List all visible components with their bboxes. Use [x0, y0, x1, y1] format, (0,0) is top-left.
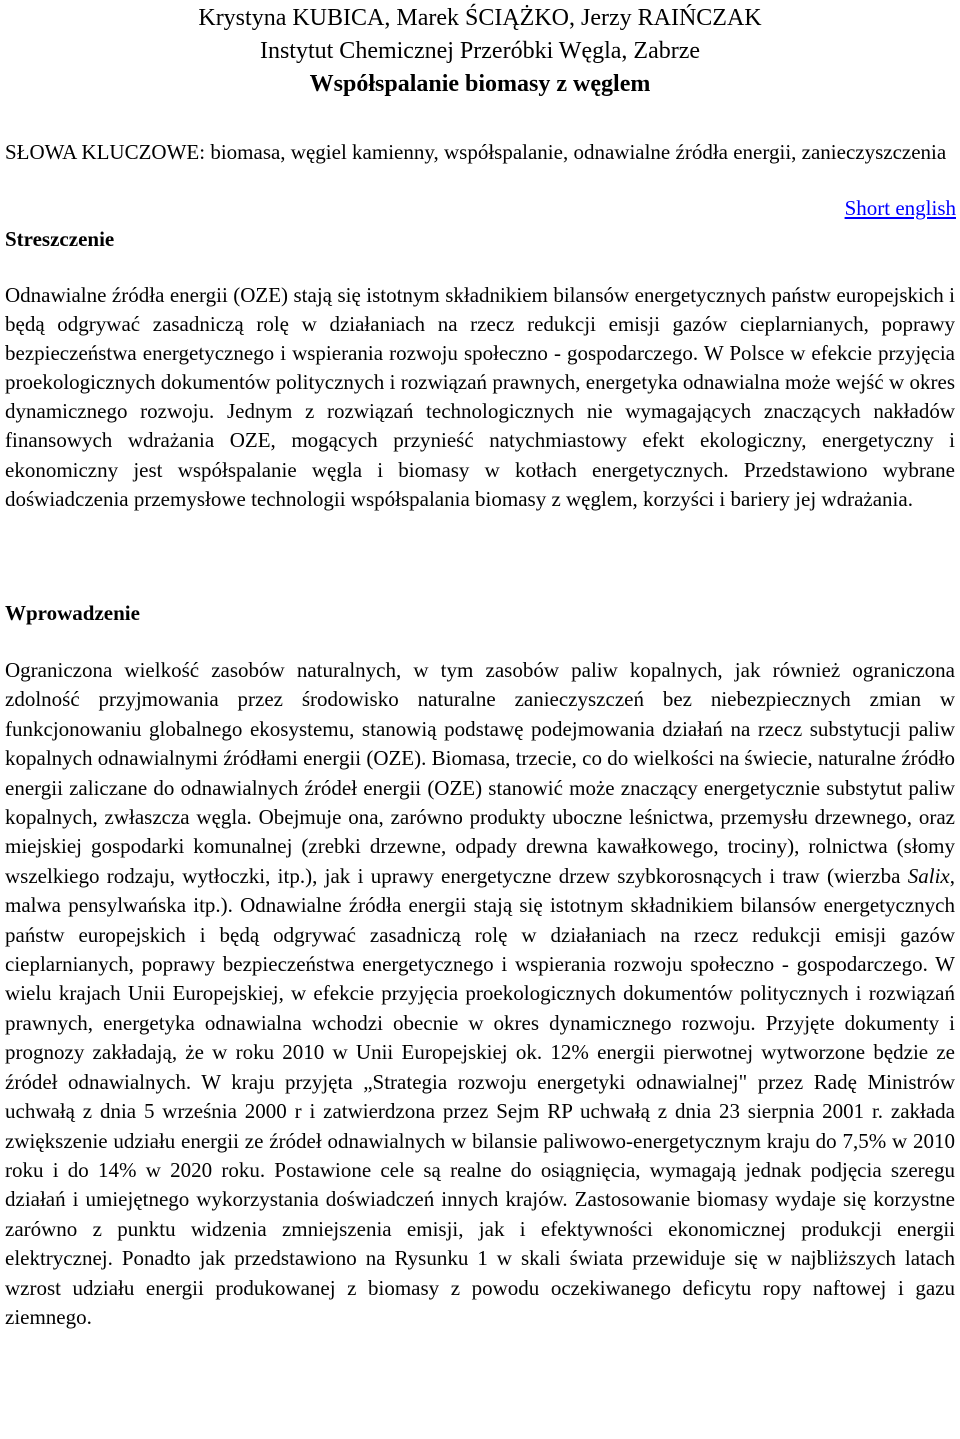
abstract-heading: Streszczenie: [5, 227, 115, 251]
keywords-label: SŁOWA KLUCZOWE:: [5, 140, 206, 164]
paper-title: Współspalanie biomasy z węglem: [309, 71, 651, 97]
keywords-text: biomasa, węgiel kamienny, współspalanie, odnawialne źródła energii, zanieczyszczenia: [210, 140, 947, 164]
keywords: [5, 137, 955, 168]
intro-italic-salix: Salix: [907, 863, 950, 888]
authors: Krystyna KUBICA, Marek ŚCIĄŻKO, Jerzy RAIŃCZAK: [198, 5, 762, 31]
intro-text-part-2: , malwa pensylwańska itp.). Odnawialne źródła energii stają się istotnym składnikiem bilansów energetycznych państw europejskich i będą odgrywać zasadniczą rolę w działaniach na rzecz redukcji emisji gazów cieplarnianych, poprawy bezpieczeństwa energetycznego i wspierania rozwoju społeczno - gospodarczego. W wielu krajach Unii Europejskiej, w efekcie przyjęcia proekologicznych dokumentów politycznych i rozwiązań prawnych, energetyka odnawialna wchodzi obecnie w okres dynamicznego rozwoju. Przyjęte dokumenty i prognozy zakładają, że w roku 2010 w Unii Europejskiej ok. 12% energii pierwotnej wytworzone będzie ze źródeł odnawialnych. W kraju przyjęta „Strategia rozwoju energetyki odnawialnej" przez Radę Ministrów uchwałą z dnia 5 września 2000 r i zatwierdzona przez Sejm RP uchwałą z dnia 23 sierpnia 2001 r. zakłada zwiększenie udziału energii ze źródeł odnawialnych w bilansie paliwowo-energetycznym kraju do 7,5% w 2010 roku i do 14% w 2020 roku. Postawione cele są realne do osiągnięcia, wymagają jednak podjęcia szeregu działań i umiejętnego wykorzystania doświadczeń innych krajów. Zastosowanie biomasy wydaje się korzystne zarówno z punktu widzenia zmniejszenia emisji, jak i efektywności ekonomicznej produkcji energii elektrycznej. Ponadto jak przedstawiono na Rysunku 1 w skali świata przewiduje się w najbliższych latach wzrost udziału energii produkowanej z biomasy z powodu oczekiwanego deficytu ropy naftowej i gazu ziemnego.: [5, 863, 955, 1329]
short-english-link[interactable]: Short english: [844, 196, 956, 220]
intro-text-part-1: Ograniczona wielkość zasobów naturalnych, w tym zasobów paliw kopalnych, jak również ograniczona zdolność przyjmowania przez środowisko naturalne zanieczyszczeń bez niebezpiecznych zmian w funkcjonowaniu globalnego ekosystemu, stanowią podstawę podejmowania działań na rzecz substytucji paliw kopalnych odnawialnymi źródłami energii (OZE). Biomasa, trzecie, co do wielkości na świecie, naturalne źródło energii zaliczane do odnawialnych źródeł energii (OZE) stanowić może znaczący energetycznie substytut paliw kopalnych, zwłaszcza węgla. Obejmuje ona, zarówno produkty uboczne leśnictwa, przemysłu drzewnego, oraz miejskiej gospodarki komunalnej (zrebki drzewne, odpady drewna kawałkowego, trociny), rolnictwa (słomy wszelkiego rodzaju, wytłoczki, itp.), jak i uprawy energetyczne drzew szybkorosnących i traw (wierzba: [5, 658, 955, 888]
introduction-paragraph: [5, 656, 955, 1332]
introduction-heading: Wprowadzenie: [5, 601, 140, 625]
document-header: [0, 2, 960, 101]
institute: Instytut Chemicznej Przeróbki Węgla, Zabrze: [259, 38, 701, 64]
abstract-paragraph: Odnawialne źródła energii (OZE) stają się istotnym składnikiem bilansów energetycznych państw europejskich i będą odgrywać zasadniczą rolę w działaniach na rzecz redukcji emisji gazów cieplarnianych, poprawy bezpieczeństwa energetycznego i wspierania rozwoju społeczno - gospodarczego. W Polsce w efekcie przyjęcia proekologicznych dokumentów politycznych i rozwiązań prawnych, energetyka odnawialna może wejść w okres dynamicznego rozwoju. Jednym z rozwiązań technologicznych nie wymagających znaczących nakładów finansowych wdrażania OZE, mogących przynieść natychmiastowy efekt ekologiczny, energetyczny i ekonomiczny jest współspalanie węgla i biomasy w kotłach energetycznych. Przedstawiono wybrane doświadczenia przemysłowe technologii współspalania biomasy z węglem, korzyści i bariery jej wdrażania.: [5, 283, 955, 511]
